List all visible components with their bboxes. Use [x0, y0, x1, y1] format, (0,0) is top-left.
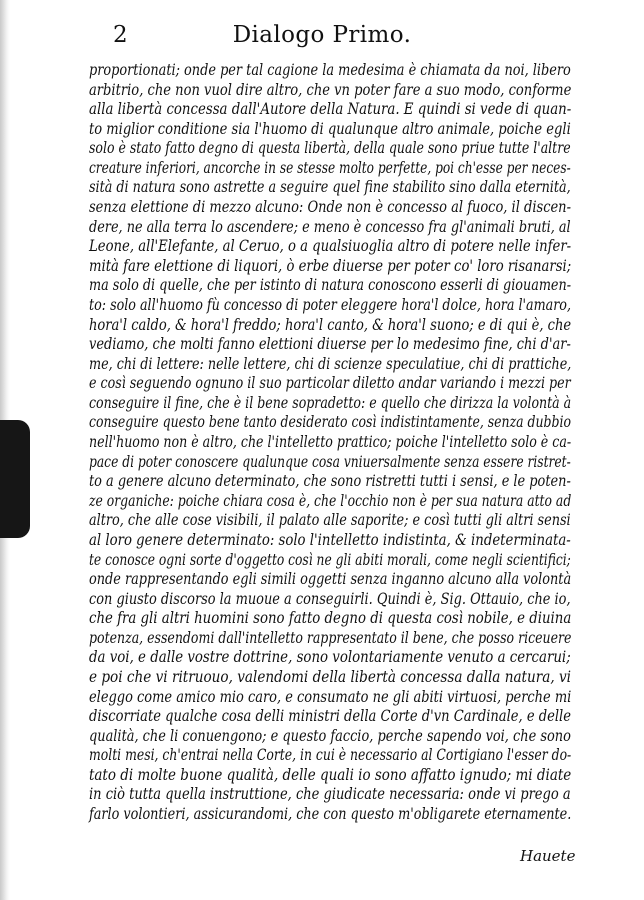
text-line: ze organiche: poiche chiara cosa è, che l'occhio non è per sua natura atto ad	[89, 491, 572, 510]
text-line: onde rappresentando egli simili oggetti senza inganno alcuno alla volontà	[89, 570, 572, 589]
text-line: da voi, e dalle vostre dottrine, sono volontariamente venuto a cercarui;	[89, 648, 571, 667]
text-line: solo è stato fatto degno di questa libertà, della quale sono priue tutte l'altre	[89, 139, 571, 158]
text-line: hora'l caldo, & hora'l freddo; hora'l canto, & hora'l suono; e di qui è, che	[89, 315, 572, 334]
text-line: discorriate qualche cosa delli ministri della Corte d'vn Cardinale, e delle	[89, 707, 571, 726]
text-line: qualità, che li conuengono; e questo faccio, perche sapendo voi, che sono	[89, 726, 571, 745]
text-line: proportionati; onde per tal cagione la medesima è chiamata da noi, libero	[89, 61, 571, 79]
text-line: con giusto discorso la muoue a conseguirli. Quindi è, Sig. Ottauio, che io,	[89, 589, 571, 608]
text-line: al loro genere determinato: solo l'intelletto indistinta, & indeterminata-	[89, 530, 571, 549]
text-line: conseguire il fine, che è il bene sopradetto: e quello che dirizza la volontà à	[89, 393, 572, 412]
text-line: farlo volontieri, assicurandomi, che con questo m'obligarete eternamente.	[89, 805, 572, 824]
catchword: Hauete	[520, 847, 576, 865]
text-line: tato di molte buone qualità, delle quali io sono affatto ignudo; mi diate	[89, 765, 572, 784]
text-line: alla libertà concessa dall'Autore della Natura. E quindi si vede di quan-	[89, 100, 572, 119]
text-line: mità fare elettione di liquori, ò erbe diuerse per poter co' loro risanarsi;	[89, 256, 572, 275]
text-line: dere, ne alla terra lo ascendere; e meno è concesso fra gl'animali bruti, al	[89, 217, 571, 236]
text-line: vediamo, che molti fanno elettioni diuerse per lo medesimo fine, chi d'ar-	[89, 335, 571, 354]
text-line: potenza, essendomi dall'intelletto rappresentato il bene, che posso riceuere	[89, 628, 572, 647]
text-line: che fra gli altri huomini sono fatto degno di questa così nobile, e diuina	[89, 609, 572, 628]
text-line: to a genere alcuno determinato, che sono ristretti tutti i sensi, e le poten-	[89, 472, 571, 491]
text-line: to: solo all'huomo fù concesso di poter eleggere hora'l dolce, hora l'amaro,	[89, 295, 571, 314]
text-line: arbitrio, che non vuol dire altro, che vn poter fare a suo modo, conforme	[89, 80, 572, 99]
text-line: nell'huomo non è altro, che l'intelletto prattico; poiche l'intelletto solo è ca-	[89, 433, 572, 452]
text-line: molti mesi, ch'entrai nella Corte, in cui è necessario al Cortigiano l'esser do-	[89, 746, 572, 765]
text-line: in ciò tutta quella instruttione, che giudicate necessaria: onde vi prego a	[89, 785, 571, 804]
text-line: eleggo come amico mio caro, e consumato ne gli abiti virtuosi, perche mi	[89, 687, 572, 706]
text-line: te conosce ogni sorte d'oggetto così ne gli abiti morali, come negli scientifici;	[89, 550, 571, 569]
text-line: altro, che alle cose visibili, il palato alle saporite; e così tutti gli altri sensi	[89, 511, 571, 530]
text-line: e poi che vi ritruouo, valendomi della libertà concessa dalla natura, vi	[89, 667, 572, 686]
text-line: me, chi di lettere: nelle lettere, chi di scienze speculatiue, chi di prattiche,	[89, 354, 572, 373]
text-line: ma solo di quelle, che per istinto di natura conoscono esserli di giouamen-	[89, 276, 572, 295]
text-line: to miglior conditione sia l'huomo di qualunque altro animale, poiche egli	[89, 119, 571, 138]
page-number: 2	[113, 22, 128, 48]
text-line: conseguire questo bene tanto desiderato così indistintamente, senza dubbio	[89, 413, 572, 432]
text-line: Leone, all'Elefante, al Ceruo, o a qualsiuoglia altro di potere nelle infer-	[89, 237, 572, 256]
text-line: e così seguendo ognuno il suo particolar diletto andar variando i mezzi per	[89, 374, 571, 393]
text-line: pace di poter conoscere qualunque cosa vniuersalmente senza essere ristret-	[89, 452, 571, 471]
running-head: Dialogo Primo.	[232, 22, 412, 48]
text-line: sità di natura sono astrette a seguire quel fine stabilito sino dalla eternità,	[89, 178, 571, 197]
text-line: senza elettione di mezzo alcuno: Onde non è concesso al fuoco, il discen-	[89, 198, 571, 217]
text-line: creature inferiori, ancorche in se stesse molto perfette, poi ch'esse per neces-	[89, 158, 571, 177]
